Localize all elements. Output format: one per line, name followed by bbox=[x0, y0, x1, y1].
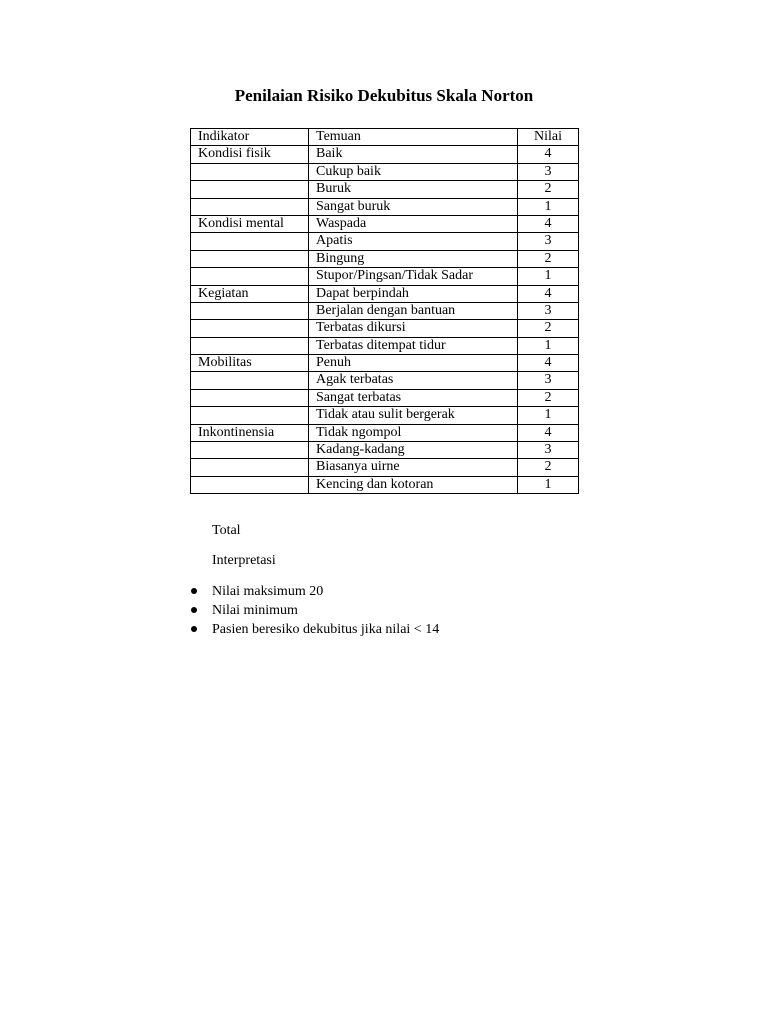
nilai-cell: 2 bbox=[518, 320, 579, 337]
temuan-cell: Kencing dan kotoran bbox=[309, 476, 518, 493]
total-label: Total bbox=[212, 523, 241, 538]
nilai-cell: 1 bbox=[518, 337, 579, 354]
nilai-cell: 3 bbox=[518, 233, 579, 250]
nilai-cell: 2 bbox=[518, 389, 579, 406]
nilai-cell: 4 bbox=[518, 146, 579, 163]
temuan-cell: Cukup baik bbox=[309, 163, 518, 180]
table-row bbox=[191, 459, 579, 476]
indikator-cell bbox=[191, 372, 309, 389]
nilai-cell: 2 bbox=[518, 459, 579, 476]
table-row bbox=[191, 355, 579, 372]
temuan-cell: Dapat berpindah bbox=[309, 285, 518, 302]
indikator-cell bbox=[191, 320, 309, 337]
temuan-cell: Agak terbatas bbox=[309, 372, 518, 389]
indikator-cell bbox=[191, 302, 309, 319]
indikator-cell bbox=[191, 459, 309, 476]
temuan-cell: Sangat terbatas bbox=[309, 389, 518, 406]
nilai-cell: 1 bbox=[518, 198, 579, 215]
indikator-cell bbox=[191, 476, 309, 493]
temuan-cell: Terbatas dikursi bbox=[309, 320, 518, 337]
table-body bbox=[191, 146, 579, 494]
temuan-cell: Kadang-kadang bbox=[309, 442, 518, 459]
table-row bbox=[191, 250, 579, 267]
bullet-text: Nilai minimum bbox=[212, 603, 298, 618]
temuan-cell: Waspada bbox=[309, 215, 518, 232]
table-row bbox=[191, 163, 579, 180]
indikator-cell bbox=[191, 268, 309, 285]
temuan-cell: Stupor/Pingsan/Tidak Sadar bbox=[309, 268, 518, 285]
temuan-cell: Tidak atau sulit bergerak bbox=[309, 407, 518, 424]
bullet-icon bbox=[191, 607, 197, 613]
header-indikator: Indikator bbox=[191, 129, 309, 146]
nilai-cell: 2 bbox=[518, 250, 579, 267]
indikator-cell bbox=[191, 181, 309, 198]
table-row bbox=[191, 424, 579, 441]
nilai-cell: 3 bbox=[518, 163, 579, 180]
indikator-cell bbox=[191, 389, 309, 406]
indikator-cell: Kegiatan bbox=[191, 285, 309, 302]
table-row bbox=[191, 198, 579, 215]
temuan-cell: Baik bbox=[309, 146, 518, 163]
table-row bbox=[191, 476, 579, 493]
indikator-cell: Mobilitas bbox=[191, 355, 309, 372]
indikator-cell bbox=[191, 337, 309, 354]
nilai-cell: 4 bbox=[518, 424, 579, 441]
indikator-cell bbox=[191, 442, 309, 459]
list-item bbox=[190, 582, 439, 601]
table-row bbox=[191, 285, 579, 302]
temuan-cell: Tidak ngompol bbox=[309, 424, 518, 441]
norton-scale-table bbox=[190, 128, 579, 494]
table-row bbox=[191, 215, 579, 232]
table-row bbox=[191, 181, 579, 198]
nilai-cell: 1 bbox=[518, 476, 579, 493]
table-row bbox=[191, 302, 579, 319]
indikator-cell bbox=[191, 198, 309, 215]
nilai-cell: 3 bbox=[518, 442, 579, 459]
indikator-cell: Kondisi mental bbox=[191, 215, 309, 232]
table-row bbox=[191, 389, 579, 406]
indikator-cell bbox=[191, 163, 309, 180]
temuan-cell: Sangat buruk bbox=[309, 198, 518, 215]
bullet-icon bbox=[191, 626, 197, 632]
table-row bbox=[191, 407, 579, 424]
temuan-cell: Berjalan dengan bantuan bbox=[309, 302, 518, 319]
header-nilai: Nilai bbox=[518, 129, 579, 146]
list-item bbox=[190, 620, 439, 639]
indikator-cell bbox=[191, 233, 309, 250]
table-header-row bbox=[191, 129, 579, 146]
table-row bbox=[191, 146, 579, 163]
nilai-cell: 4 bbox=[518, 355, 579, 372]
header-temuan: Temuan bbox=[309, 129, 518, 146]
nilai-cell: 4 bbox=[518, 215, 579, 232]
nilai-cell: 4 bbox=[518, 285, 579, 302]
table-row bbox=[191, 337, 579, 354]
table-row bbox=[191, 320, 579, 337]
indikator-cell: Kondisi fisik bbox=[191, 146, 309, 163]
temuan-cell: Terbatas ditempat tidur bbox=[309, 337, 518, 354]
table-row bbox=[191, 233, 579, 250]
table-row bbox=[191, 442, 579, 459]
nilai-cell: 1 bbox=[518, 407, 579, 424]
bullet-icon bbox=[191, 588, 197, 594]
list-item bbox=[190, 601, 439, 620]
temuan-cell: Penuh bbox=[309, 355, 518, 372]
temuan-cell: Buruk bbox=[309, 181, 518, 198]
indikator-cell: Inkontinensia bbox=[191, 424, 309, 441]
bullet-text: Pasien beresiko dekubitus jika nilai < 14 bbox=[212, 622, 440, 637]
table-row bbox=[191, 372, 579, 389]
temuan-cell: Apatis bbox=[309, 233, 518, 250]
temuan-cell: Bingung bbox=[309, 250, 518, 267]
nilai-cell: 3 bbox=[518, 372, 579, 389]
nilai-cell: 3 bbox=[518, 302, 579, 319]
temuan-cell: Biasanya uirne bbox=[309, 459, 518, 476]
indikator-cell bbox=[191, 407, 309, 424]
nilai-cell: 1 bbox=[518, 268, 579, 285]
interpretasi-label: Interpretasi bbox=[212, 553, 276, 568]
interpretation-list bbox=[190, 582, 439, 639]
indikator-cell bbox=[191, 250, 309, 267]
table-row bbox=[191, 268, 579, 285]
bullet-text: Nilai maksimum 20 bbox=[212, 584, 324, 599]
page-title: Penilaian Risiko Dekubitus Skala Norton bbox=[234, 86, 534, 105]
nilai-cell: 2 bbox=[518, 181, 579, 198]
